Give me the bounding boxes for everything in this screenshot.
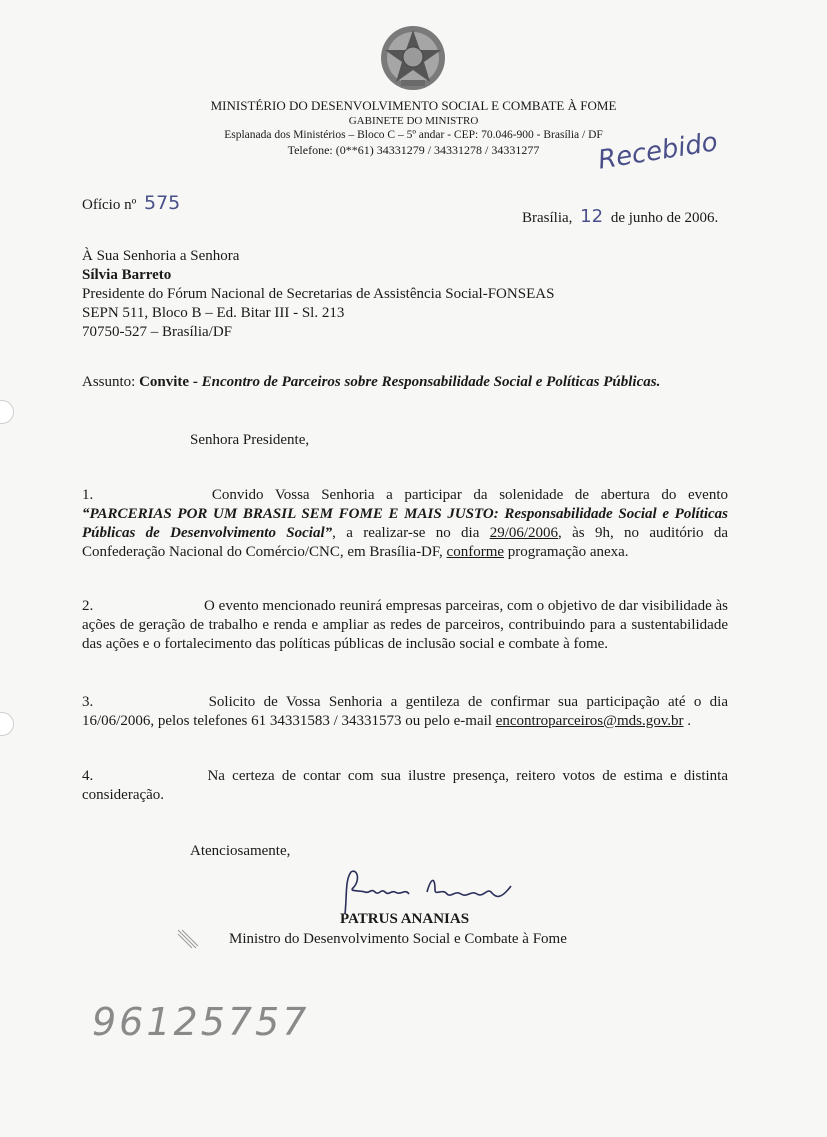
oficio-number: 575 — [143, 192, 181, 214]
address-line: Esplanada dos Ministérios – Bloco C – 5º andar - CEP: 70.046-900 - Brasília / DF — [224, 129, 603, 141]
recipient-address-1: SEPN 511, Bloco B – Ed. Bitar III - Sl. 213 — [82, 305, 345, 321]
paragraph-2-text: O evento mencionado reunirá empresas parceiras, com o objetivo de dar visibilidade às ações de geração de trabalho e renda e ampliar as redes de parceiros, contribuindo para a sustentabilidade das ações e o fortalecimento das políticas públicas de inclusão social e combate à fome. — [82, 598, 729, 652]
paragraph-4 — [82, 767, 728, 805]
paragraph-4-text: Na certeza de contar com sua ilustre presença, reitero votos de estima e distinta consideração. — [82, 768, 729, 803]
recipient-role: Presidente do Fórum Nacional de Secretarias de Assistência Social-FONSEAS — [82, 286, 555, 302]
office-name: GABINETE DO MINISTRO — [348, 115, 479, 127]
brazil-coat-of-arms-icon — [379, 24, 447, 92]
received-handwritten: Recebido — [596, 127, 720, 176]
handwritten-code: 96125757 — [92, 1000, 310, 1044]
pen-mark — [176, 928, 200, 950]
date-city: Brasília, — [522, 210, 573, 226]
recipient-name: Sílvia Barreto — [82, 267, 172, 283]
paragraph-3-number: 3. — [82, 694, 94, 710]
subject-italic: Encontro de Parceiros sobre Responsabilidade Social e Políticas Públicas. — [201, 374, 661, 390]
oficio-label: Ofício nº — [82, 197, 137, 213]
contact-email[interactable]: encontroparceiros@mds.gov.br — [495, 713, 684, 729]
recipient-block — [82, 247, 554, 342]
paragraph-1-text-f: programação anexa. — [507, 544, 629, 560]
date-line — [522, 206, 718, 227]
paragraph-1-number: 1. — [82, 487, 94, 503]
punch-hole-top — [0, 400, 14, 424]
signatory-name: PATRUS ANANIAS — [340, 911, 470, 927]
phone-line: Telefone: (0**61) 34331279 / 34331278 / 34331277 — [287, 143, 540, 157]
paragraph-3-text: Solicito de Vossa Senhoria a gentileza de confirmar sua participação até o dia 16/06/2006, pelos telefones 61 34331583 / 34331573 ou pelo e-mail — [82, 694, 728, 729]
oficio-line — [82, 192, 180, 214]
signatory-title: Ministro do Desenvolvimento Social e Combate à Fome — [229, 931, 567, 947]
closing: Atenciosamente, — [190, 843, 291, 859]
event-name: “PARCERIAS POR UM BRASIL SEM FOME E MAIS JUSTO: Responsabilidade Social e Políticas Públicas de Desenvolvimento Social” — [82, 506, 728, 541]
paragraph-2 — [82, 597, 728, 654]
paragraph-3 — [82, 693, 728, 731]
paragraph-3-end: . — [683, 713, 691, 729]
event-date: 29/06/2006 — [489, 525, 559, 541]
subject-label: Assunto: — [82, 374, 136, 390]
paragraph-1-text-c: , a realizar-se no dia — [332, 525, 480, 541]
paragraph-1 — [82, 486, 728, 562]
paragraph-1-text-d: , às 9h, no auditório da Confederação Nacional do Comércio/CNC, em Brasília-DF, — [82, 525, 729, 560]
recipient-address-2: 70750-527 – Brasília/DF — [82, 324, 232, 340]
date-day: 12 — [580, 206, 604, 227]
paragraph-2-number: 2. — [82, 598, 94, 614]
subject-bold: Convite - — [139, 374, 198, 390]
date-rest: de junho de 2006. — [610, 210, 719, 226]
ministry-name: MINISTÉRIO DO DESENVOLVIMENTO SOCIAL E COMBATE À FOME — [210, 98, 617, 113]
subject-line — [82, 374, 660, 391]
greeting: Senhora Presidente, — [190, 432, 310, 448]
paragraph-1-text-a: Convido Vossa Senhoria a participar da solenidade de abertura do evento — [211, 487, 729, 503]
punch-hole-bottom — [0, 712, 14, 736]
recipient-salutation: À Sua Senhoria a Senhora — [82, 248, 240, 264]
paragraph-1-text-e: conforme — [446, 544, 505, 560]
paragraph-4-number: 4. — [82, 768, 94, 784]
